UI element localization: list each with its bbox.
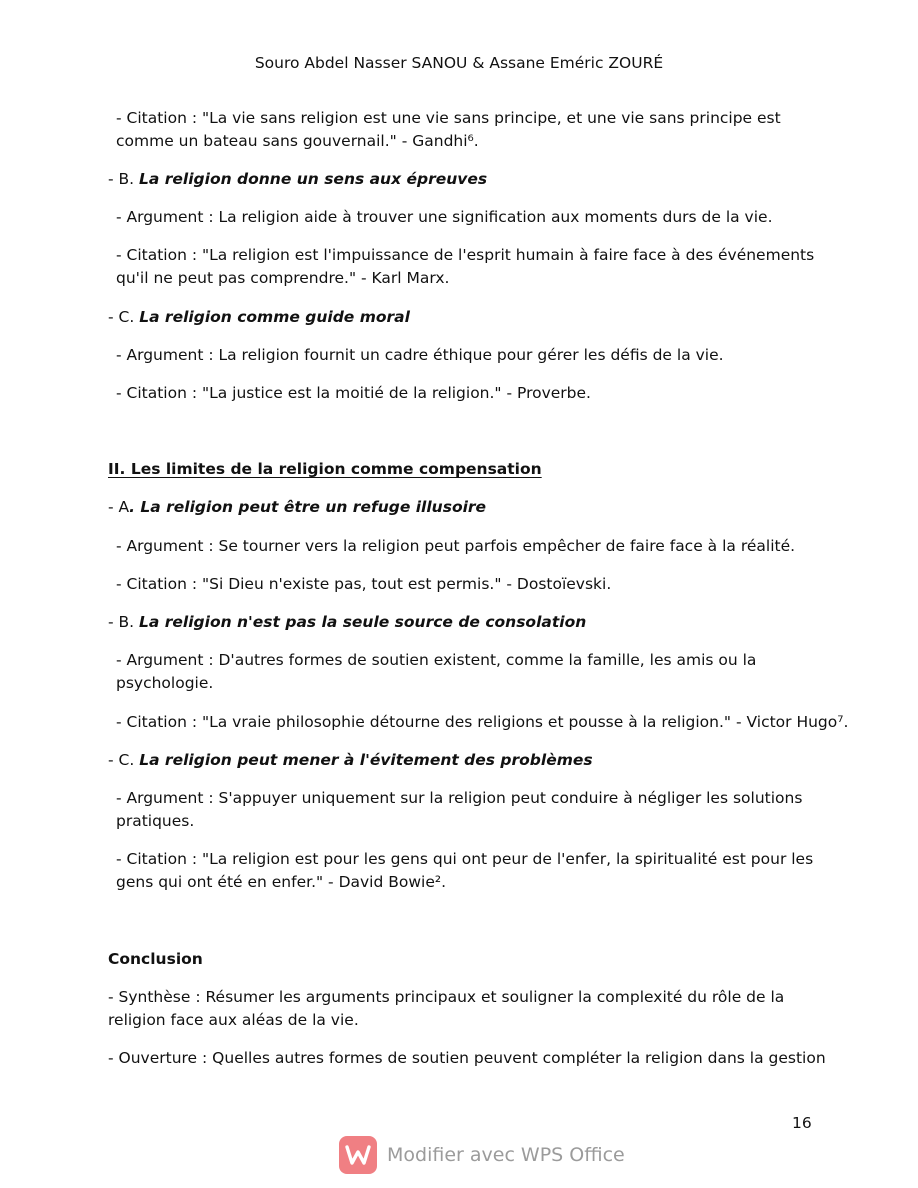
page-header-authors: Souro Abdel Nasser SANOU & Assane Eméric ZOURÉ bbox=[254, 54, 664, 72]
subheading-title: La religion peut mener à l'évitement des problèmes bbox=[139, 751, 593, 769]
subheading-title: La religion n'est pas la seule source de consolation bbox=[139, 613, 587, 631]
citation-hugo: - Citation : "La vraie philosophie détourne des religions et pousse à la religion." - Victor Hugo⁷. bbox=[116, 713, 849, 731]
subheading-c-evitement bbox=[108, 749, 820, 772]
wps-logo-icon bbox=[339, 1136, 377, 1174]
section-2-title: II. Les limites de la religion comme compensation bbox=[108, 460, 542, 478]
argument-cadre-ethique: - Argument : La religion fournit un cadre éthique pour gérer les défis de la vie. bbox=[116, 346, 724, 364]
subheading-c-guide-moral bbox=[108, 306, 820, 329]
citation-proverbe: - Citation : "La justice est la moitié de la religion." - Proverbe. bbox=[116, 384, 591, 402]
argument-solutions: - Argument : S'appuyer uniquement sur la religion peut conduire à négliger les solutions pratiques. bbox=[116, 789, 803, 830]
subheading-title: . La religion peut être un refuge illusoire bbox=[129, 498, 487, 516]
argument-signification: - Argument : La religion aide à trouver une signification aux moments durs de la vie. bbox=[116, 208, 773, 226]
subheading-b-epreuves bbox=[108, 168, 820, 191]
citation-bowie: - Citation : "La religion est pour les gens qui ont peur de l'enfer, la spiritualité est pour les gens qui ont été en enfer." - David Bowie². bbox=[116, 850, 814, 891]
subheading-b-consolation bbox=[108, 611, 820, 634]
subheading-title: La religion donne un sens aux épreuves bbox=[139, 170, 488, 188]
conclusion-ouverture: - Ouverture : Quelles autres formes de soutien peuvent compléter la religion dans la gestion bbox=[108, 1049, 826, 1067]
citation-dostoievski: - Citation : "Si Dieu n'existe pas, tout est permis." - Dostoïevski. bbox=[116, 575, 612, 593]
subheading-prefix: - B. bbox=[108, 170, 140, 188]
subheading-title: La religion comme guide moral bbox=[139, 308, 410, 326]
subheading-prefix: - B. bbox=[108, 613, 140, 631]
citation-marx: - Citation : "La religion est l'impuissance de l'esprit humain à faire face à des événements qu'il ne peut pas comprendre." - Karl Marx. bbox=[116, 246, 815, 287]
argument-realite: - Argument : Se tourner vers la religion peut parfois empêcher de faire face à la réalité. bbox=[116, 537, 796, 555]
page-number: 16 bbox=[792, 1114, 812, 1132]
subheading-prefix: - C. bbox=[108, 308, 140, 326]
argument-soutien: - Argument : D'autres formes de soutien existent, comme la famille, les amis ou la psychologie. bbox=[116, 651, 757, 692]
conclusion-heading: Conclusion bbox=[108, 950, 203, 968]
wps-watermark-text: Modifier avec WPS Office bbox=[387, 1144, 625, 1166]
section-2-heading bbox=[108, 458, 820, 481]
wps-watermark[interactable] bbox=[339, 1136, 625, 1174]
citation-gandhi: - Citation : "La vie sans religion est une vie sans principe, et une vie sans principe est comme un bateau sans gouvernail." - Gandhi⁶. bbox=[116, 109, 781, 150]
subheading-prefix: - A bbox=[108, 498, 130, 516]
conclusion-synthese: - Synthèse : Résumer les arguments principaux et souligner la complexité du rôle de la religion face aux aléas de la vie. bbox=[108, 988, 785, 1029]
subheading-prefix: - C. bbox=[108, 751, 140, 769]
subheading-a-refuge bbox=[108, 496, 820, 519]
